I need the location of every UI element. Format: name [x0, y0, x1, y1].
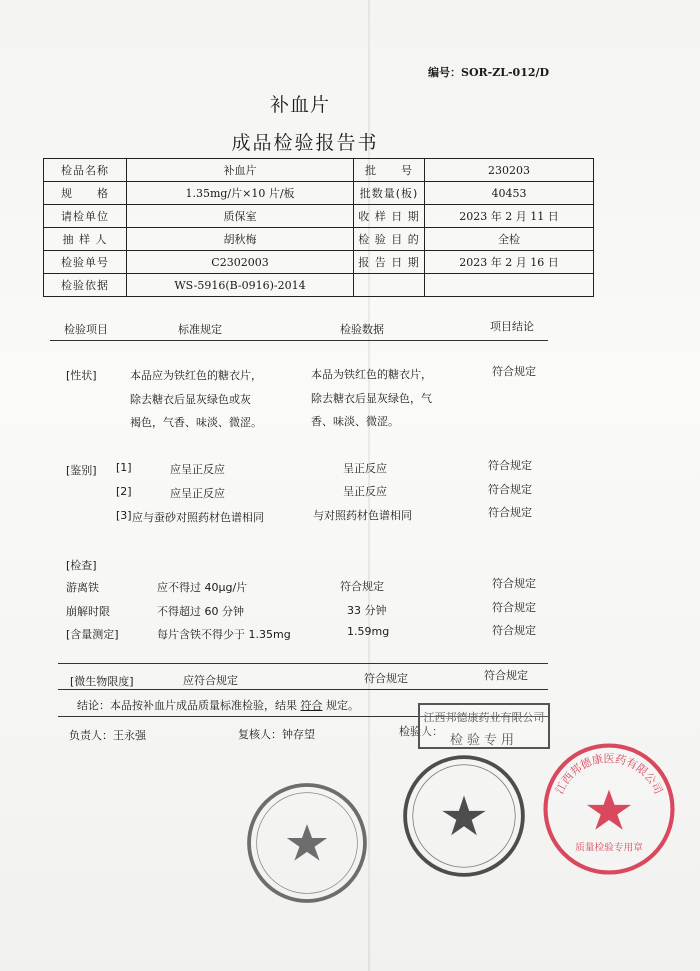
label-spec: 规 格 — [44, 182, 127, 205]
value-spec: 1.35mg/片×10 片/板 — [127, 182, 354, 205]
document-number: 编号：SOR-ZL-012/D — [428, 66, 550, 79]
check-label: [检查] — [66, 559, 97, 572]
ident-label: [鉴别] — [66, 464, 97, 477]
col-standard: 标准规定 — [178, 323, 222, 336]
conclusion-result: 符合 — [300, 699, 323, 712]
quality-seal-red — [540, 740, 678, 878]
svg-text:江西邦德康医药有限公司: 江西邦德康医药有限公司 — [553, 752, 665, 797]
traits-data-line: 除去糖衣后显灰绿色，气 — [311, 392, 432, 405]
value-receive-date: 2023 年 2 月 11 日 — [425, 205, 594, 228]
conclusion-prefix: 结论：本品按补血片成品质量标准检验，结果 — [77, 699, 297, 712]
label-basis: 检验依据 — [44, 274, 127, 297]
value-test-no: C2302003 — [127, 251, 354, 274]
ident-number: [2] — [116, 485, 132, 498]
value-sampler: 胡秋梅 — [127, 228, 354, 251]
inspection-stamp-text: 检验专用 — [449, 733, 518, 748]
value-report-date: 2023 年 2 月 16 日 — [425, 251, 594, 274]
micro-result: 符合规定 — [484, 669, 528, 682]
label-batch-qty: 批数量(板) — [354, 182, 425, 205]
svg-text:质量检验专用章: 质量检验专用章 — [575, 842, 643, 854]
assay-std: 每片含铁不得少于 1.35mg — [157, 628, 291, 641]
inspection-stamp — [418, 703, 550, 749]
assay-result: 符合规定 — [492, 624, 536, 637]
traits-data-line: 本品为铁红色的糖衣片， — [311, 368, 432, 381]
label-purpose: 检 验 目 的 — [354, 228, 425, 251]
value-product-name: 补血片 — [127, 159, 354, 182]
traits-label: [性状] — [66, 369, 97, 382]
empty-cell — [354, 274, 425, 297]
inspection-stamp-company: 江西邦德康药业有限公司 — [423, 711, 545, 724]
ident-result: 符合规定 — [488, 483, 532, 496]
header-row — [44, 182, 594, 205]
header-row — [44, 251, 594, 274]
ident-number: [1] — [116, 461, 132, 474]
ident-std: 应呈正反应 — [170, 487, 225, 500]
traits-result: 符合规定 — [492, 365, 536, 378]
header-table — [43, 158, 594, 297]
traits-std-line: 本品应为铁红色的糖衣片， — [130, 369, 262, 382]
col-item: 检验项目 — [64, 323, 108, 336]
check-std: 不得超过 60 分钟 — [157, 605, 244, 618]
traits-std-line: 褐色，气香、味淡、微涩。 — [130, 416, 262, 429]
ident-result: 符合规定 — [488, 506, 532, 519]
company-seal-left-graphic — [244, 780, 370, 906]
check-item: 游离铁 — [66, 581, 99, 594]
value-purpose: 全检 — [425, 228, 594, 251]
value-batch-qty: 40453 — [425, 182, 594, 205]
empty-cell — [425, 274, 594, 297]
responsible-label: 负责人： — [69, 729, 113, 742]
ident-std: 应呈正反应 — [170, 463, 225, 476]
company-seal-middle-graphic — [400, 752, 528, 880]
check-result: 符合规定 — [492, 577, 536, 590]
ident-std: 应与蚕砂对照药材色谱相同 — [132, 511, 264, 524]
header-row — [44, 205, 594, 228]
section-divider — [58, 689, 548, 690]
conclusion-suffix: 规定。 — [326, 699, 359, 712]
header-row — [44, 159, 594, 182]
check-item: 崩解时限 — [66, 605, 110, 618]
traits-std-line: 除去糖衣后显灰绿色或灰 — [130, 393, 251, 406]
micro-item: [微生物限度] — [70, 675, 134, 688]
assay-data: 1.59mg — [347, 625, 390, 638]
label-test-no: 检验单号 — [44, 251, 127, 274]
header-row — [44, 228, 594, 251]
assay-item: [含量测定] — [66, 628, 119, 641]
check-data: 33 分钟 — [347, 604, 387, 617]
reviewer — [238, 726, 315, 742]
col-result: 项目结论 — [490, 320, 534, 333]
check-std: 应不得过 40μg/片 — [157, 581, 248, 594]
ident-data: 呈正反应 — [343, 462, 387, 475]
report-title: 成品检验报告书 — [231, 132, 379, 154]
label-sampler: 抽 样 人 — [44, 228, 127, 251]
company-seal-middle — [400, 752, 528, 880]
label-requester: 请检单位 — [44, 205, 127, 228]
value-basis: WS-5916(B-0916)-2014 — [127, 274, 354, 297]
label-report-date: 报 告 日 期 — [354, 251, 425, 274]
responsible-person — [69, 727, 146, 743]
check-data: 符合规定 — [340, 580, 384, 593]
reviewer-label: 复核人： — [238, 728, 282, 741]
micro-std: 应符合规定 — [183, 674, 238, 687]
conclusion — [77, 697, 359, 713]
inspector-label: 检验人： — [399, 725, 443, 738]
ident-data: 呈正反应 — [343, 485, 387, 498]
header-row — [44, 274, 594, 297]
ident-result: 符合规定 — [488, 459, 532, 472]
section-divider — [58, 663, 548, 664]
micro-data: 符合规定 — [364, 672, 408, 685]
company-seal-left — [244, 780, 370, 906]
reviewer-name: 钟存望 — [282, 728, 315, 741]
label-receive-date: 收 样 日 期 — [354, 205, 425, 228]
traits-data-line: 香、味淡、微涩。 — [311, 415, 399, 428]
ident-data: 与对照药材色谱相同 — [313, 509, 412, 522]
value-batch-no: 230203 — [425, 159, 594, 182]
label-product-name: 检品名称 — [44, 159, 127, 182]
responsible-name: 王永强 — [113, 729, 146, 742]
ident-number: [3] — [116, 509, 132, 522]
label-batch-no: 批 号 — [354, 159, 425, 182]
col-divider — [50, 340, 548, 341]
product-title: 补血片 — [269, 94, 330, 116]
value-requester: 质保室 — [127, 205, 354, 228]
quality-seal-red-graphic — [540, 740, 678, 878]
check-result: 符合规定 — [492, 601, 536, 614]
col-data: 检验数据 — [340, 323, 384, 336]
